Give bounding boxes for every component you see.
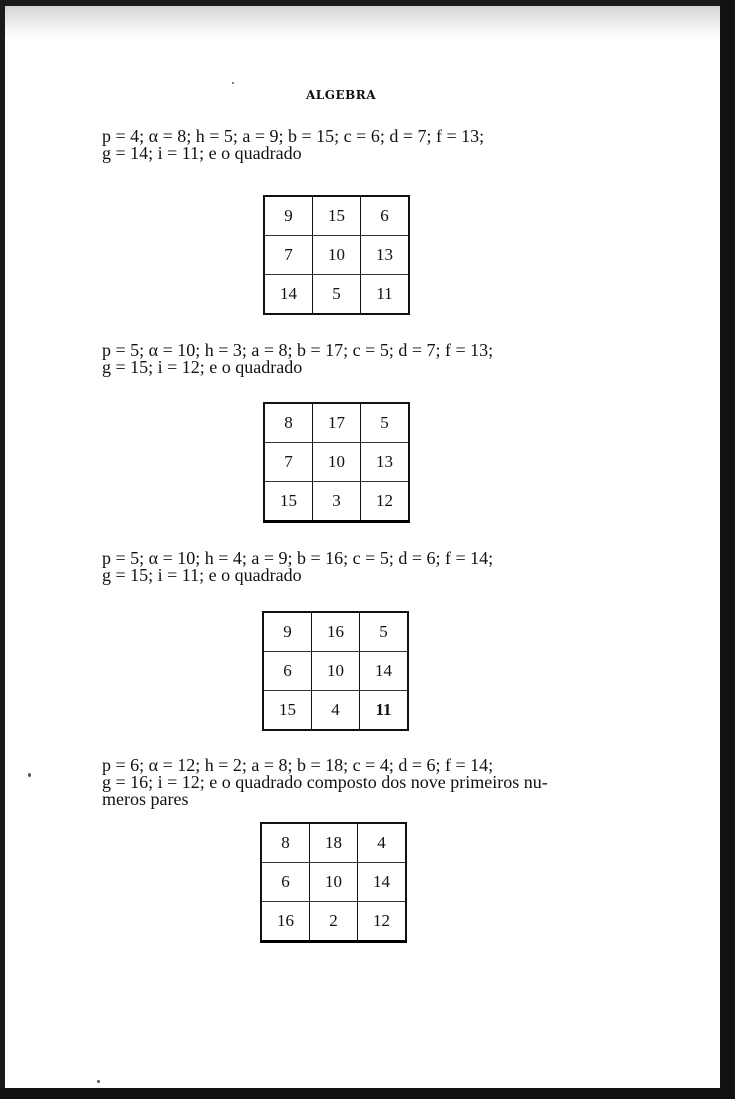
square-cell: 15 [263, 691, 312, 731]
square-cell: 2 [310, 902, 358, 942]
square-cell: 6 [361, 196, 410, 236]
square-cell: 3 [313, 482, 361, 522]
square-cell: 8 [261, 823, 310, 863]
section-1-line-1: p = 4; α = 8; h = 5; a = 9; b = 15; c = 6; d = 7; f = 13; [102, 126, 485, 146]
square-cell: 12 [358, 902, 407, 942]
square-row [261, 823, 406, 863]
square-row [261, 902, 406, 942]
square-cell: 10 [310, 863, 358, 902]
section-3-line-1: p = 5; α = 10; h = 4; a = 9; b = 16; c = 5; d = 6; f = 14; [102, 548, 494, 568]
square-cell: 5 [313, 275, 361, 315]
square-cell: 8 [264, 403, 313, 443]
scan-speck [232, 82, 234, 84]
square-cell: 14 [264, 275, 313, 315]
page-header: ALGEBRA [305, 88, 377, 102]
section-3-text [102, 550, 582, 584]
square-cell: 11 [361, 275, 410, 315]
square-cell: 16 [312, 612, 360, 652]
magic-square-1 [263, 195, 410, 315]
square-cell: 6 [263, 652, 312, 691]
section-4-line-3: meros pares [102, 789, 189, 809]
square-cell: 15 [264, 482, 313, 522]
scan-shadow-top [0, 6, 735, 40]
square-row [264, 482, 409, 522]
page-frame-right [720, 0, 735, 1099]
square-cell: 9 [264, 196, 313, 236]
section-1-text [102, 128, 582, 162]
section-4-text [102, 757, 582, 808]
page-frame-top [0, 0, 735, 6]
square-row [261, 863, 406, 902]
square-cell: 4 [312, 691, 360, 731]
square-row [264, 196, 409, 236]
scan-speck [28, 773, 31, 777]
square-row [264, 403, 409, 443]
section-2-line-2: g = 15; i = 12; e o quadrado [102, 357, 303, 377]
square-cell: 11 [360, 691, 409, 731]
square-row [264, 443, 409, 482]
section-3-line-2: g = 15; i = 11; e o quadrado [102, 565, 302, 585]
square-cell: 14 [360, 652, 409, 691]
scan-speck [97, 1080, 100, 1083]
page-frame-bottom [0, 1088, 735, 1099]
section-4-line-2: g = 16; i = 12; e o quadrado composto dos nove primeiros nu- [102, 772, 548, 792]
square-row [263, 612, 408, 652]
square-cell: 18 [310, 823, 358, 863]
square-cell: 12 [361, 482, 410, 522]
square-cell: 5 [361, 403, 410, 443]
square-cell: 16 [261, 902, 310, 942]
section-1-line-2: g = 14; i = 11; e o quadrado [102, 143, 302, 163]
square-row [263, 691, 408, 731]
square-cell: 13 [361, 443, 410, 482]
section-4-line-1: p = 6; α = 12; h = 2; a = 8; b = 18; c = 4; d = 6; f = 14; [102, 755, 494, 775]
section-2-text [102, 342, 582, 376]
magic-square-4 [260, 822, 407, 943]
square-cell: 10 [313, 443, 361, 482]
square-row [264, 275, 409, 315]
square-cell: 10 [312, 652, 360, 691]
page-frame-left [0, 0, 5, 1099]
section-2-line-1: p = 5; α = 10; h = 3; a = 8; b = 17; c = 5; d = 7; f = 13; [102, 340, 494, 360]
square-cell: 14 [358, 863, 407, 902]
magic-square-2 [263, 402, 410, 523]
square-cell: 5 [360, 612, 409, 652]
square-cell: 10 [313, 236, 361, 275]
square-row [263, 652, 408, 691]
square-cell: 4 [358, 823, 407, 863]
square-cell: 7 [264, 443, 313, 482]
square-cell: 13 [361, 236, 410, 275]
square-cell: 15 [313, 196, 361, 236]
square-cell: 7 [264, 236, 313, 275]
magic-square-3 [262, 611, 409, 731]
square-cell: 9 [263, 612, 312, 652]
square-cell: 6 [261, 863, 310, 902]
square-cell: 17 [313, 403, 361, 443]
square-row [264, 236, 409, 275]
